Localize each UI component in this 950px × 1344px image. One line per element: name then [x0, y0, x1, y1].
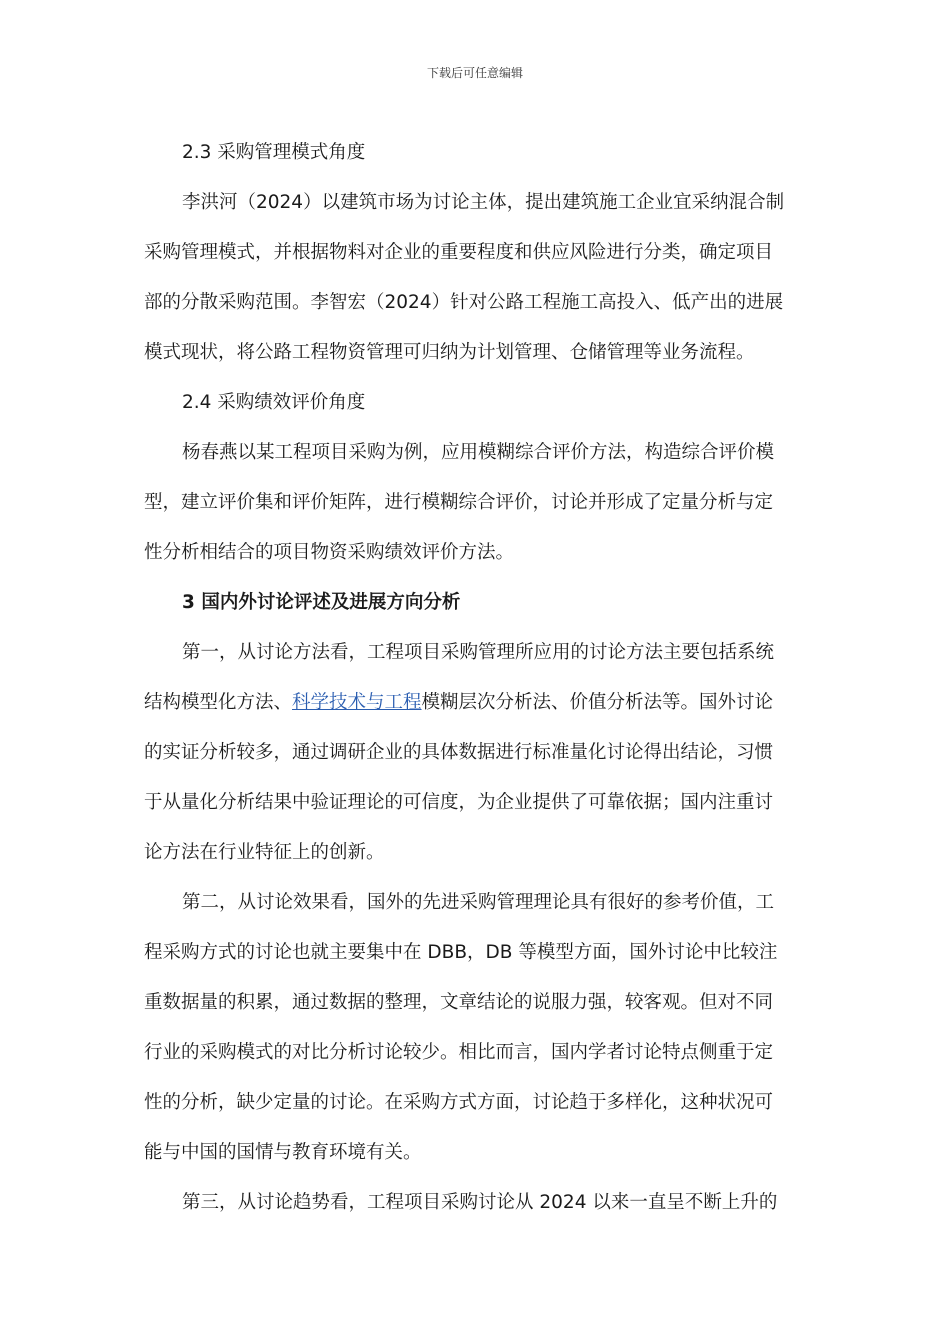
document-body: [144, 128, 804, 1228]
paragraph-line: 能与中国的国情与教育环境有关。: [144, 1142, 422, 1163]
paragraph-line: 采购管理模式，并根据物料对企业的重要程度和供应风险进行分类，确定项目: [144, 242, 774, 263]
section-heading-3: 3 国内外讨论评述及进展方向分析: [182, 592, 461, 613]
paragraph-line: 模式现状，将公路工程物资管理可归纳为计划管理、仓储管理等业务流程。: [144, 342, 755, 363]
section-heading-2-4: 2.4 采购绩效评价角度: [182, 392, 366, 413]
paragraph-line: 行业的采购模式的对比分析讨论较少。相比而言，国内学者讨论特点侧重于定: [144, 1042, 774, 1063]
section-heading-2-3: 2.3 采购管理模式角度: [182, 142, 366, 163]
paragraph-line: 论方法在行业特征上的创新。: [144, 842, 385, 863]
paragraph-line: 性的分析，缺少定量的讨论。在采购方式方面，讨论趋于多样化，这种状况可: [144, 1092, 774, 1113]
paragraph-line: 第二，从讨论效果看，国外的先进采购管理理论具有很好的参考价值，工: [182, 892, 775, 913]
hyperlink-science-technology-engineering[interactable]: 科学技术与工程: [292, 692, 422, 713]
page-header: 下载后可任意编辑: [426, 66, 523, 80]
paragraph-line: 型，建立评价集和评价矩阵，进行模糊综合评价，讨论并形成了定量分析与定: [144, 492, 774, 513]
paragraph-line-with-link: [144, 678, 804, 728]
paragraph-line: 的实证分析较多，通过调研企业的具体数据进行标准量化讨论得出结论，习惯: [144, 742, 774, 763]
paragraph-line: 李洪河（2024）以建筑市场为讨论主体，提出建筑施工企业宜采纳混合制: [182, 192, 785, 213]
paragraph-line: 性分析相结合的项目物资采购绩效评价方法。: [144, 542, 515, 563]
paragraph-line: 重数据量的积累，通过数据的整理，文章结论的说服力强，较客观。但对不同: [144, 992, 774, 1013]
paragraph-line: 部的分散采购范围。李智宏（2024）针对公路工程施工高投入、低产出的进展: [144, 292, 784, 313]
paragraph-line: 第一，从讨论方法看，工程项目采购管理所应用的讨论方法主要包括系统: [182, 642, 775, 663]
paragraph-line: 第三，从讨论趋势看，工程项目采购讨论从 2024 以来一直呈不断上升的: [182, 1192, 778, 1213]
paragraph-line: 杨春燕以某工程项目采购为例，应用模糊综合评价方法，构造综合评价模: [182, 442, 775, 463]
line-text-after-link: 模糊层次分析法、价值分析法等。国外讨论: [421, 692, 774, 713]
line-text-before-link: 结构模型化方法、: [144, 692, 293, 713]
paragraph-line: 程采购方式的讨论也就主要集中在 DBB，DB 等模型方面，国外讨论中比较注: [144, 942, 778, 963]
paragraph-line: 于从量化分析结果中验证理论的可信度，为企业提供了可靠依据；国内注重讨: [144, 792, 774, 813]
